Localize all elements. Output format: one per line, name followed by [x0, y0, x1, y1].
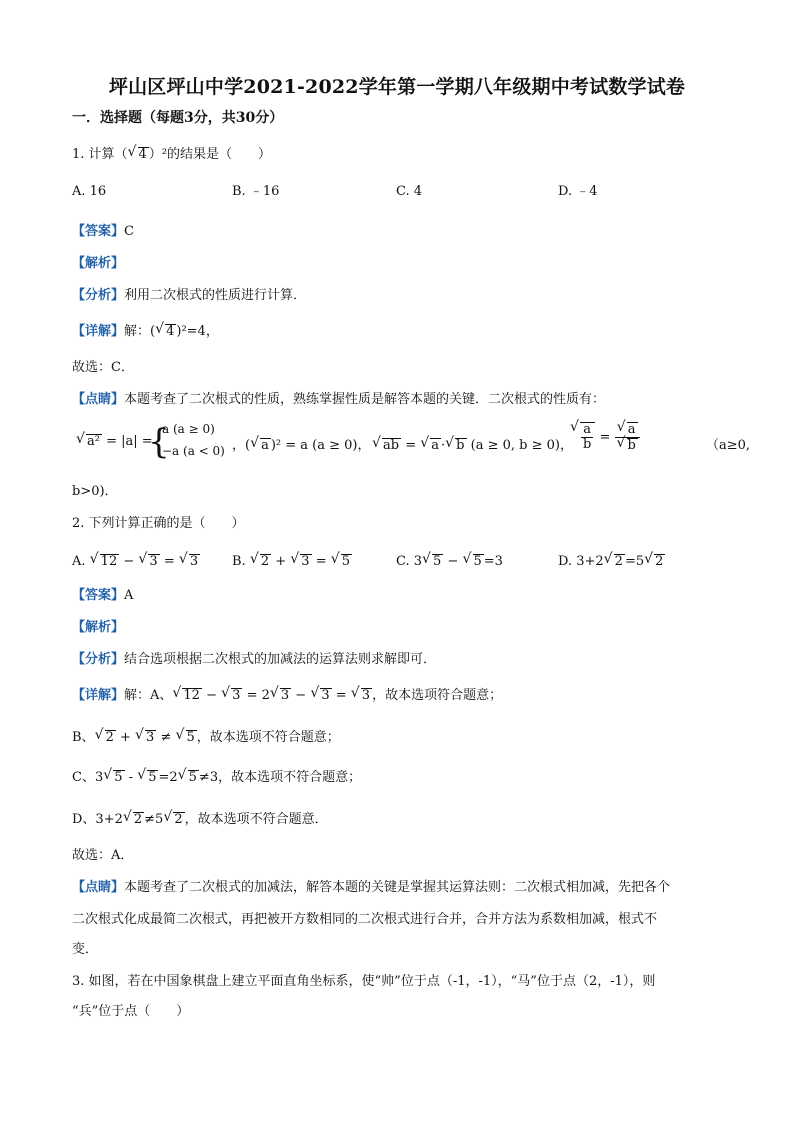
formula-2-post: )² = a (a ≥ 0)， — [270, 438, 371, 453]
q1-dianjing — [72, 390, 605, 410]
radical: √ 5 — [147, 770, 158, 785]
fenxi-tag: 【分析】 — [72, 288, 125, 303]
formula-2-radical: √ a — [260, 438, 271, 453]
q2-xiangjie-c — [72, 768, 361, 788]
q1-option-a: A. 16 — [72, 184, 107, 199]
fenxi-text: 结合选项根据二次根式的加减法的运算法则求解即可． — [124, 652, 437, 667]
formula-4-eq: = — [599, 430, 611, 445]
radical: √ 5 — [473, 554, 484, 569]
brace: { — [148, 422, 170, 462]
opt-label: C. 3 — [396, 554, 423, 569]
conclusion: ，故本选项符合题意； — [372, 688, 503, 703]
q2-answer — [72, 586, 133, 606]
q2-option-b — [232, 552, 352, 572]
property-formulas — [72, 420, 751, 470]
operator: − — [206, 688, 217, 703]
xiangjie-tag: 【详解】 — [72, 688, 125, 703]
frac-num: √ a — [581, 423, 593, 438]
q1-option-c: C. 4 — [396, 184, 423, 199]
q1-analysis-heading: 【解析】 — [72, 256, 125, 271]
dianjing-tag: 【点睛】 — [72, 880, 125, 895]
formula-4 — [568, 422, 640, 453]
label: C、3 — [72, 770, 104, 785]
q1-xiangjie — [72, 322, 219, 342]
q2-analysis-heading: 【解析】 — [72, 620, 125, 635]
radical: √ 5 — [113, 770, 124, 785]
operator: − — [295, 688, 307, 703]
formula-1 — [76, 434, 153, 449]
frac-den: b — [583, 437, 592, 452]
case-1: a (a ≥ 0) — [162, 422, 215, 436]
formula-3-r1: √ a — [430, 438, 441, 453]
formula-3-radical: √ ab — [382, 438, 401, 453]
formula-4-lhs-frac — [581, 423, 593, 452]
formula-4-rhs — [615, 422, 640, 453]
q1-option-d: D. ﹣4 — [558, 184, 598, 199]
operator: =2 — [158, 770, 178, 785]
answer-value: A — [124, 588, 134, 603]
radical: √ 3 — [320, 688, 331, 703]
q1-answer — [72, 222, 134, 242]
q1-stem — [72, 145, 271, 165]
q2-guxuan: 故选：A． — [72, 848, 134, 863]
q1-fenxi — [72, 286, 306, 306]
rhs-num-radical: √ a — [627, 422, 638, 437]
conclusion: ，故本选项不符合题意； — [218, 770, 362, 785]
frac-den-rad — [615, 438, 640, 453]
radical: √ 12 — [182, 688, 202, 703]
radical: √ 3 — [145, 730, 156, 745]
q2-xiangjie-d — [72, 810, 328, 830]
operator: − — [123, 554, 135, 569]
q1-radical: √ 4 — [138, 147, 149, 162]
operator: = 2 — [246, 688, 270, 703]
operator: - — [128, 770, 134, 785]
xiangjie-radical: √ 4 — [165, 324, 176, 339]
formula-3-r2: √ b — [455, 438, 466, 453]
radical: √ 3 — [148, 554, 159, 569]
operator: =3 — [483, 554, 503, 569]
radical: √ 3 — [280, 688, 291, 703]
operator: = — [163, 554, 175, 569]
q1-guxuan: 故选：C． — [72, 360, 134, 375]
q3-stem-1: 3. 如图，若在中国象棋盘上建立平面直角坐标系，使“帅”位于点（-1，-1），“马”位于点（2，-1），则 — [72, 974, 656, 989]
q2-option-d — [558, 552, 665, 572]
radical: √ 5 — [188, 770, 199, 785]
radical: √ 5 — [186, 730, 197, 745]
q1-stem-pre: 1. 计算（ — [72, 147, 128, 162]
fenxi-tag: 【分析】 — [72, 652, 125, 667]
formula-1-eq: = |a| = — [106, 434, 153, 449]
xiangjie-post: )²=4， — [176, 324, 219, 339]
radical: √ 2 — [133, 812, 144, 827]
radical: √ 3 — [231, 688, 242, 703]
q2-dianjing-3: 变． — [72, 942, 99, 957]
case-2: −a (a < 0) — [162, 444, 225, 458]
operator: − — [447, 554, 459, 569]
opt-label: B. — [232, 554, 246, 569]
operator: + — [119, 730, 131, 745]
answer-tag: 【答案】 — [72, 588, 125, 603]
formula-2-pre: ，( — [232, 438, 251, 453]
operator: =5 — [624, 554, 645, 569]
formula-3-dot: · — [441, 438, 446, 453]
q2-xiangjie-a — [72, 686, 502, 706]
q2-fenxi — [72, 650, 436, 670]
formula-4-cond: （a≥0, — [706, 438, 751, 453]
formula-3 — [372, 434, 573, 453]
dianjing-tag: 【点睛】 — [72, 392, 125, 407]
q2-xiangjie-b — [72, 728, 340, 748]
xiangjie-pre: 解：A、 — [124, 688, 173, 703]
operator: + — [275, 554, 287, 569]
q2-dianjing-1 — [72, 878, 670, 898]
radical: √ 3 — [300, 554, 311, 569]
radical: √ 12 — [100, 554, 120, 569]
operator: ≠3 — [198, 770, 219, 785]
radical: √ 2 — [260, 554, 271, 569]
operator: = — [315, 554, 327, 569]
formula-tail: b>0)． — [72, 484, 118, 499]
operator: = — [335, 688, 347, 703]
radical: √ 3 — [189, 554, 200, 569]
xiangjie-pre: 解：( — [124, 324, 156, 339]
formula-3-eq: = — [405, 438, 417, 453]
radical: √ 2 — [654, 554, 665, 569]
section-heading: 一．选择题（每题3分，共30分） — [72, 110, 284, 126]
formula-3-cond: (a ≥ 0, b ≥ 0)， — [470, 438, 573, 453]
conclusion: ，故本选项不符合题意； — [196, 730, 340, 745]
q2-option-c — [396, 552, 503, 572]
page-title: 坪山区坪山中学2021-2022学年第一学期八年级期中考试数学试卷 — [108, 76, 686, 98]
operator: ≠ — [160, 730, 172, 745]
radical: √ 5 — [341, 554, 352, 569]
q2-stem: 2. 下列计算正确的是（ ） — [72, 516, 245, 531]
q2-dianjing-2: 二次根式化成最简二次根式，再把被开方数相同的二次根式进行合并，合并方法为系数相加减，根式不 — [72, 912, 658, 927]
formula-2 — [232, 434, 371, 453]
q1-option-b: B. ﹣16 — [232, 184, 280, 199]
radical: √ 2 — [614, 554, 625, 569]
rhs-den-radical: √ b — [627, 438, 638, 453]
radical: √ 5 — [432, 554, 443, 569]
opt-label: A. — [72, 554, 86, 569]
q1-stem-post: ）²的结果是（ ） — [148, 147, 272, 162]
q2-option-a — [72, 552, 200, 572]
conclusion: ，故本选项不符合题意． — [184, 812, 328, 827]
formula-4-lhs — [580, 422, 595, 452]
label: B、 — [72, 730, 95, 745]
dianjing-text: 本题考查了二次根式的加减法，解答本题的关键是掌握其运算法则：二次根式相加减，先把各个 — [124, 880, 671, 895]
dianjing-text: 本题考查了二次根式的性质，熟练掌握性质是解答本题的关键．二次根式的性质有： — [124, 392, 606, 407]
answer-tag: 【答案】 — [72, 224, 125, 239]
q3-stem-2: “兵”位于点（ ） — [72, 1004, 190, 1019]
formula-1-radical: √ a² — [86, 434, 102, 449]
answer-value: C — [124, 224, 134, 239]
xiangjie-tag: 【详解】 — [72, 324, 125, 339]
radical: √ 2 — [105, 730, 116, 745]
label: D、3+2 — [72, 812, 123, 827]
radical: √ 2 — [173, 812, 184, 827]
radical: √ 3 — [361, 688, 372, 703]
operator: ≠5 — [144, 812, 164, 827]
fenxi-text: 利用二次根式的性质进行计算． — [124, 288, 307, 303]
opt-label: D. 3+2 — [558, 554, 604, 569]
